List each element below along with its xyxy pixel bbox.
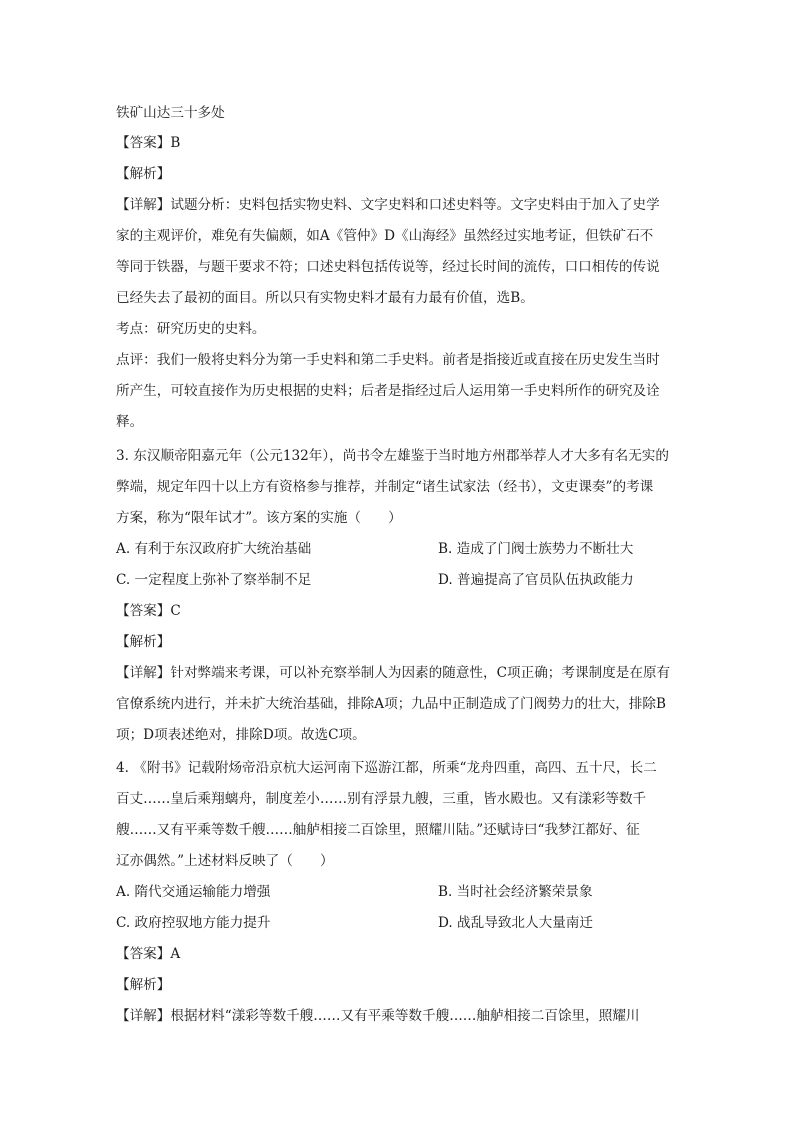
text-line: 【详解】根据材料“漾彩等数千艘……又有平乘等数千艘……舳舻相接二百馀里，照耀川 [116,1008,640,1024]
q4-option-d: D. 战乱导致北人大量南迁 [438,915,593,931]
text-line: 【详解】试题分析：史料包括实物史料、文字史料和口述史料等。文字史料由于加入了史学 [116,197,660,213]
text-line: 点评：我们一般将史料分为第一手史料和第二手史料。前者是指接近或直接在历史发生当时 [116,352,660,368]
answer-label: 【答案】A [116,946,181,962]
text-line: 已经失去了最初的面目。所以只有实物史料才最有力最有价值，选B。 [116,290,534,306]
q4-option-a: A. 隋代交通运输能力增强 [116,884,271,900]
text-line: 所产生，可较直接作为历史根据的史料；后者是指经过后人运用第一手史料所作的研究及诠 [116,383,660,399]
text-line: 释。 [116,414,144,430]
question-4-text: 辽亦偶然。”上述材料反映了（ ） [116,853,334,869]
question-4-text: 艘……又有平乘等数千艘……舳舻相接二百馀里，照耀川陆。”还赋诗曰“我梦江都好、征 [116,822,640,838]
text-line: 考点：研究历史的史料。 [116,321,266,337]
q3-option-a: A. 有利于东汉政府扩大统治基础 [116,541,312,557]
text-line: 等同于铁器，与题干要求不符；口述史料包括传说等，经过长时间的流传，口口相传的传说 [116,259,660,275]
answer-label: 【答案】C [116,603,181,619]
analysis-label: 【解析】 [116,166,171,182]
q4-option-c: C. 政府控驭地方能力提升 [116,915,271,931]
analysis-label: 【解析】 [116,977,171,993]
q3-option-c: C. 一定程度上弥补了察举制不足 [116,572,312,588]
q3-option-b: B. 造成了门阀士族势力不断壮大 [438,541,634,557]
text-line: 铁矿山达三十多处 [116,105,225,121]
text-line: 项；D项表述绝对，排除D项。故选C项。 [116,727,366,743]
text-line: 【详解】针对弊端来考课，可以补充察举制人为因素的随意性，C项正确；考课制度是在原有 [116,665,671,681]
q3-option-d: D. 普遍提高了官员队伍执政能力 [438,572,634,588]
q4-option-b: B. 当时社会经济繁荣景象 [438,884,593,900]
question-4-text: 4. 《附书》记载附炀帝沿京杭大运河南下巡游江都，所乘“龙舟四重，高四、五十尺，长二 [116,760,657,776]
question-4-text: 百丈……皇后乘翔螭舟，制度差小……别有浮景九艘，三重，皆水殿也。又有漾彩等数千 [116,791,647,807]
question-3-text: 方案，称为“限年试才”。该方案的实施（ ） [116,510,402,526]
analysis-label: 【解析】 [116,634,171,650]
question-3-text: 弊端，规定年四十以上方有资格参与推荐，并制定“诸生试家法（经书），文吏课奏”的考课 [116,479,654,495]
question-3-text: 3. 东汉顺帝阳嘉元年（公元132年），尚书令左雄鉴于当时地方州郡举荐人才大多有名无实的 [116,448,669,464]
text-line: 家的主观评价，难免有失偏颇，如A《管仲》D《山海经》虽然经过实地考证，但铁矿石不 [116,228,654,244]
answer-label: 【答案】B [116,135,181,151]
text-line: 官僚系统内进行，并未扩大统治基础，排除A项；九品中正制造成了门阀势力的壮大，排除B [116,696,666,712]
